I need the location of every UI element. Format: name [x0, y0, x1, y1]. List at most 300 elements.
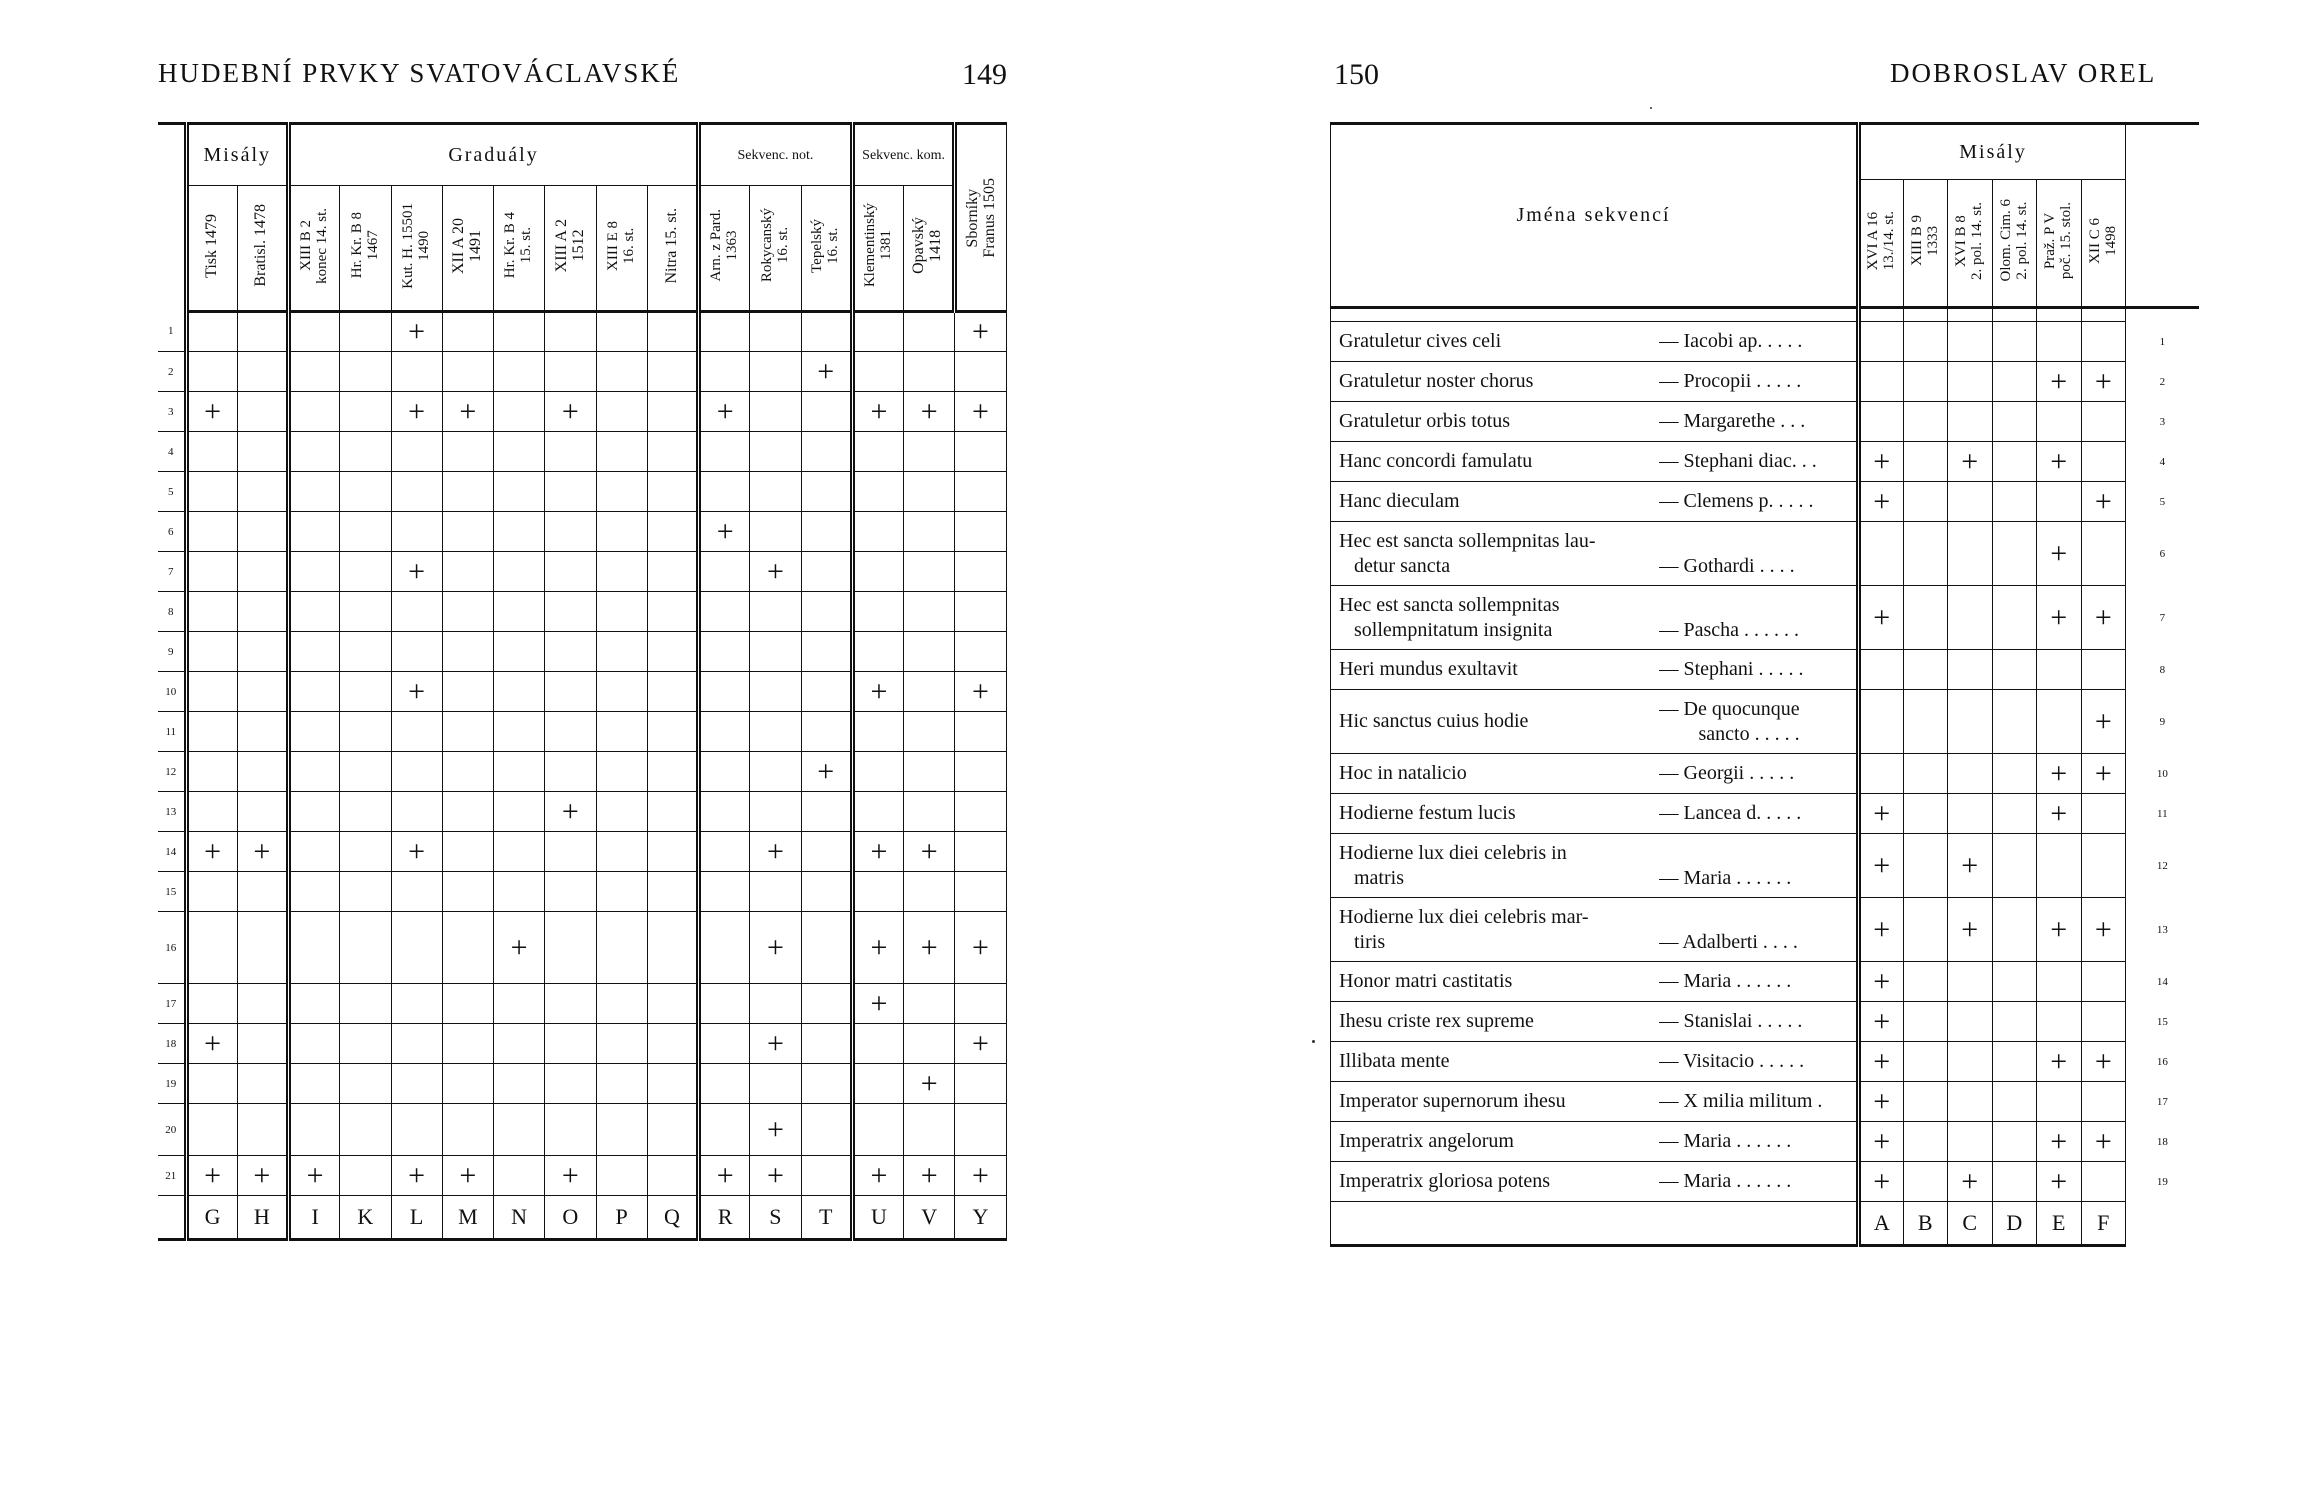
table-cell: [289, 872, 340, 912]
table-cell: [340, 472, 391, 512]
table-cell: [186, 672, 237, 712]
plus-mark: +: [716, 394, 734, 428]
table-cell: [545, 1104, 596, 1156]
column-header: Hr. Kr. B 4 15. st.: [502, 212, 535, 279]
table-cell: [442, 1156, 493, 1196]
table-cell: [289, 352, 340, 392]
table-cell: [442, 912, 493, 984]
plus-mark: +: [510, 930, 528, 964]
column-letter-label: E: [2052, 1210, 2066, 1235]
column-letter: [545, 1196, 596, 1240]
plus-mark: +: [870, 930, 888, 964]
table-cell: [289, 592, 340, 632]
column-letter-label: R: [717, 1204, 733, 1229]
table-cell: [1948, 402, 1993, 442]
row-number: 13: [158, 792, 186, 832]
row-number: 4: [158, 432, 186, 472]
table-cell: [442, 792, 493, 832]
table-cell: [1992, 794, 2037, 834]
table-cell: [186, 712, 237, 752]
table-row: [158, 1104, 1006, 1156]
table-cell: [2037, 794, 2082, 834]
table-cell: [955, 792, 1006, 832]
row-number: 9: [2159, 715, 2166, 728]
table-row: [1331, 402, 2199, 442]
table-cell: [647, 392, 698, 432]
table-cell: [1859, 1002, 1904, 1042]
table-cell: [852, 512, 903, 552]
column-letter: [2037, 1202, 2082, 1246]
table-cell: [955, 672, 1006, 712]
table-cell: [955, 712, 1006, 752]
table-cell: [750, 792, 801, 832]
table-cell: [2081, 1162, 2126, 1202]
column-letter-label: N: [511, 1204, 528, 1229]
row-number: 1: [2159, 335, 2166, 348]
table-cell: [647, 352, 698, 392]
table-cell: [647, 592, 698, 632]
group-header: [289, 124, 699, 186]
table-cell: [289, 512, 340, 552]
column-letter: [596, 1196, 647, 1240]
table-cell: [2037, 1042, 2082, 1082]
row-number: 12: [158, 752, 186, 792]
table-cell: [442, 672, 493, 712]
table-row: [158, 472, 1006, 512]
table-cell: [545, 352, 596, 392]
table-cell: [2037, 754, 2082, 794]
table-cell: [852, 832, 903, 872]
table-cell: [699, 792, 750, 832]
table-cell: [647, 832, 698, 872]
table-cell: [801, 512, 852, 552]
row-number: 10: [2156, 767, 2168, 780]
table-cell: [340, 352, 391, 392]
table-cell: [340, 432, 391, 472]
plus-mark: +: [2050, 600, 2068, 634]
column-header-cell: [596, 186, 647, 312]
table-cell: [1859, 442, 1904, 482]
column-letter: [2081, 1202, 2126, 1246]
plus-mark: +: [408, 394, 426, 428]
table-cell: [2037, 898, 2082, 962]
column-letter-label: F: [2097, 1210, 2110, 1235]
column-letter-label: B: [1917, 1210, 1933, 1235]
table-cell: [2081, 1122, 2126, 1162]
column-header-cell: [1948, 180, 1993, 308]
column-header-cell: [852, 186, 903, 312]
table-cell: [545, 872, 596, 912]
table-cell: [545, 1156, 596, 1196]
row-number: 1: [158, 312, 186, 352]
table-row: [158, 352, 1006, 392]
table-cell: [289, 432, 340, 472]
group-label: Misály: [203, 143, 272, 166]
row-number: 21: [158, 1156, 186, 1196]
table-cell: [955, 592, 1006, 632]
feast-name: — Maria . . . . . .: [1659, 962, 1859, 1002]
table-cell: [750, 1156, 801, 1196]
sequence-name: Gratuletur noster chorus: [1331, 362, 1659, 402]
plus-mark: +: [204, 394, 222, 428]
column-header-cell: [699, 186, 750, 312]
table-cell: [494, 1024, 545, 1064]
table-cell: [955, 552, 1006, 592]
table-cell: [237, 432, 288, 472]
column-header-cell: [340, 186, 391, 312]
table-cell: [852, 552, 903, 592]
table-cell: [801, 792, 852, 832]
table-cell: [750, 592, 801, 632]
column-letter: [494, 1196, 545, 1240]
table-cell: [1992, 586, 2037, 650]
table-cell: [750, 1024, 801, 1064]
table-cell: [237, 672, 288, 712]
table-cell: [2037, 586, 2082, 650]
plus-mark: +: [2050, 444, 2068, 478]
plus-mark: +: [1873, 484, 1891, 518]
table-cell: [699, 1156, 750, 1196]
table-cell: [596, 912, 647, 984]
column-header: Hr. Kr. B 8 1467: [348, 212, 381, 279]
table-cell: [1992, 898, 2037, 962]
column-header: XIII B 9 1333: [1908, 215, 1941, 266]
plus-mark: +: [1873, 1004, 1891, 1038]
table-cell: [2037, 834, 2082, 898]
table-cell: [955, 752, 1006, 792]
table-cell: [801, 632, 852, 672]
column-header-cell: [545, 186, 596, 312]
plus-mark: +: [2094, 364, 2112, 398]
column-header: Tepelský 16. st.: [808, 218, 841, 273]
table-cell: [545, 672, 596, 712]
table-cell: [340, 912, 391, 984]
row-number: 11: [2157, 807, 2168, 820]
table-cell: [1859, 522, 1904, 586]
column-letter-label: O: [562, 1204, 579, 1229]
table-cell: [852, 472, 903, 512]
table-cell: [647, 752, 698, 792]
plus-mark: +: [204, 834, 222, 868]
table-cell: [391, 1156, 442, 1196]
column-letter: [852, 1196, 903, 1240]
plus-mark: +: [716, 1158, 734, 1192]
table-cell: [186, 1156, 237, 1196]
table-cell: [1903, 522, 1948, 586]
table-cell: [801, 1156, 852, 1196]
table-row: [1331, 834, 2199, 898]
column-letter-label: A: [1873, 1210, 1890, 1235]
column-letter-label: Q: [663, 1204, 680, 1229]
plus-mark: +: [971, 674, 989, 708]
table-cell: [545, 1064, 596, 1104]
table-cell: [647, 1064, 698, 1104]
table-cell: [1859, 962, 1904, 1002]
table-cell: [750, 472, 801, 512]
sequence-name: Imperatrix angelorum: [1331, 1122, 1659, 1162]
table-cell: [340, 984, 391, 1024]
table-cell: [442, 512, 493, 552]
sequence-name: Hodierne lux diei celebris mar- tiris: [1331, 898, 1659, 962]
table-cell: [750, 1064, 801, 1104]
table-cell: [1992, 834, 2037, 898]
table-row: [158, 1024, 1006, 1064]
table-cell: [801, 392, 852, 432]
table-cell: [647, 1156, 698, 1196]
table-cell: [750, 872, 801, 912]
stray-dot-mark: [1312, 1040, 1315, 1043]
column-header-cell: [1903, 180, 1948, 308]
row-number: 6: [2159, 547, 2166, 560]
plus-mark: +: [408, 674, 426, 708]
group-header: [1859, 124, 2126, 180]
table-cell: [904, 984, 955, 1024]
table-cell: [237, 984, 288, 1024]
table-cell: [955, 512, 1006, 552]
plus-mark: +: [766, 1026, 784, 1060]
table-cell: [1903, 362, 1948, 402]
table-cell: [904, 352, 955, 392]
table-cell: [2037, 1162, 2082, 1202]
table-cell: [340, 312, 391, 352]
row-number: 18: [2156, 1135, 2168, 1148]
table-cell: [699, 712, 750, 752]
table-cell: [442, 432, 493, 472]
table-cell: [289, 712, 340, 752]
table-cell: [801, 432, 852, 472]
table-cell: [596, 752, 647, 792]
plus-mark: +: [920, 930, 938, 964]
table-cell: [237, 1024, 288, 1064]
spacer: [2081, 308, 2126, 322]
plus-mark: +: [870, 1158, 888, 1192]
feast-name: — Clemens p. . . . .: [1659, 482, 1859, 522]
table-cell: [904, 672, 955, 712]
table-cell: [237, 1104, 288, 1156]
group-label: Sekvenc. not.: [737, 148, 814, 163]
table-cell: [545, 512, 596, 552]
plus-mark: +: [870, 986, 888, 1020]
feast-name: — Lancea d. . . . .: [1659, 794, 1859, 834]
table-cell: [545, 792, 596, 832]
row-number: 7: [158, 552, 186, 592]
table-cell: [1903, 650, 1948, 690]
plus-mark: +: [408, 834, 426, 868]
table-cell: [2081, 322, 2126, 362]
table-cell: [391, 512, 442, 552]
table-cell: [442, 472, 493, 512]
table-cell: [596, 792, 647, 832]
table-cell: [494, 1156, 545, 1196]
table-cell: [186, 552, 237, 592]
plus-mark: +: [1961, 912, 1979, 946]
table-cell: [955, 872, 1006, 912]
plus-mark: +: [971, 1026, 989, 1060]
sequence-name: Imperator supernorum ihesu: [1331, 1082, 1659, 1122]
table-row: [158, 312, 1006, 352]
table-cell: [391, 472, 442, 512]
table-cell: [1948, 898, 1993, 962]
column-header-cell: [289, 186, 340, 312]
table-cell: [186, 1024, 237, 1064]
table-cell: [647, 872, 698, 912]
plus-mark: +: [971, 315, 989, 348]
plus-mark: +: [1873, 964, 1891, 998]
table-cell: [494, 1104, 545, 1156]
table-cell: [699, 672, 750, 712]
row-number: 17: [2156, 1095, 2168, 1108]
column-header-wrap: [957, 130, 1005, 305]
table-cell: [391, 352, 442, 392]
table-cell: [852, 432, 903, 472]
table-cell: [955, 832, 1006, 872]
table-cell: [545, 752, 596, 792]
header-spacer-row: [1331, 308, 2199, 322]
plus-mark: +: [2050, 1164, 2068, 1198]
table-cell: [391, 1104, 442, 1156]
plus-mark: +: [459, 1158, 477, 1192]
table-cell: [494, 312, 545, 352]
table-cell: [186, 632, 237, 672]
table-cell: [699, 752, 750, 792]
table-cell: [647, 912, 698, 984]
plus-mark: +: [766, 834, 784, 868]
table-cell: [1903, 754, 1948, 794]
table-cell: [596, 1156, 647, 1196]
left-sources-table: [158, 122, 1007, 1241]
plus-mark: +: [1873, 444, 1891, 478]
plus-mark: +: [920, 1066, 938, 1100]
column-header-cell: [2037, 180, 2082, 308]
plus-mark: +: [766, 930, 784, 964]
table-cell: [750, 432, 801, 472]
column-header-cell: [1992, 180, 2037, 308]
row-number: 16: [158, 912, 186, 984]
table-cell: [904, 312, 955, 352]
column-letter: [1992, 1202, 2037, 1246]
table-cell: [1948, 322, 1993, 362]
table-cell: [750, 512, 801, 552]
table-cell: [186, 512, 237, 552]
table-cell: [955, 432, 1006, 472]
feast-name: — Adalberti . . . .: [1659, 898, 1859, 962]
table-row: [158, 632, 1006, 672]
table-cell: [545, 432, 596, 472]
sequence-name: Hec est sancta sollempnitas sollempnitatum insignita: [1331, 586, 1659, 650]
table-cell: [2081, 1002, 2126, 1042]
table-cell: [391, 792, 442, 832]
table-cell: [647, 472, 698, 512]
row-number: 17: [158, 984, 186, 1024]
column-letter-label: U: [870, 1204, 887, 1229]
table-row: [158, 1064, 1006, 1104]
table-cell: [237, 632, 288, 672]
table-cell: [750, 984, 801, 1024]
row-number: 5: [2159, 495, 2166, 508]
feast-name: — Stephani . . . . .: [1659, 650, 1859, 690]
table-cell: [699, 632, 750, 672]
row-number: 12: [2156, 859, 2168, 872]
table-cell: [186, 912, 237, 984]
table-cell: [699, 984, 750, 1024]
table-cell: [1948, 834, 1993, 898]
table-cell: [289, 392, 340, 432]
table-cell: [699, 1024, 750, 1064]
plus-mark: +: [1873, 848, 1891, 882]
plus-mark: +: [2094, 912, 2112, 946]
table-cell: [545, 984, 596, 1024]
table-cell: [237, 832, 288, 872]
table-cell: [2037, 442, 2082, 482]
plus-mark: +: [306, 1158, 324, 1192]
column-letter-label: G: [204, 1204, 221, 1229]
group-header: [699, 124, 853, 186]
feast-name: — Stephani diac. . .: [1659, 442, 1859, 482]
row-number: 7: [2159, 611, 2166, 624]
column-header-cell: [237, 186, 288, 312]
table-cell: [442, 352, 493, 392]
table-cell: [1859, 402, 1904, 442]
column-header: Sborníky Franus 1505: [963, 177, 998, 258]
feast-name: — Procopii . . . . .: [1659, 362, 1859, 402]
left-page-number: 149: [962, 58, 1007, 91]
plus-mark: +: [561, 794, 579, 828]
table-cell: [699, 832, 750, 872]
table-cell: [647, 312, 698, 352]
plus-mark: +: [2094, 704, 2112, 738]
table-cell: [852, 984, 903, 1024]
table-row: [158, 832, 1006, 872]
table-cell: [596, 672, 647, 712]
table-cell: [647, 552, 698, 592]
table-cell: [955, 312, 1006, 352]
names-blank: [1331, 1202, 1859, 1246]
table-cell: [186, 832, 237, 872]
table-cell: [750, 832, 801, 872]
row-number: 3: [158, 392, 186, 432]
table-cell: [596, 392, 647, 432]
table-cell: [1948, 1162, 1993, 1202]
row-number: 15: [2156, 1015, 2168, 1028]
table-cell: [904, 832, 955, 872]
table-row: [158, 552, 1006, 592]
table-cell: [391, 312, 442, 352]
table-cell: [545, 632, 596, 672]
table-cell: [1948, 690, 1993, 754]
row-number: 14: [2156, 975, 2168, 988]
table-cell: [186, 592, 237, 632]
table-cell: [955, 352, 1006, 392]
row-number: 3: [2159, 415, 2166, 428]
table-cell: [340, 672, 391, 712]
table-cell: [442, 392, 493, 432]
column-letter-label: D: [2006, 1210, 2023, 1235]
row-number: 14: [158, 832, 186, 872]
table-row: [1331, 482, 2199, 522]
table-cell: [647, 512, 698, 552]
plus-mark: +: [817, 354, 835, 388]
table-cell: [289, 984, 340, 1024]
table-cell: [2081, 962, 2126, 1002]
table-cell: [442, 712, 493, 752]
table-cell: [289, 672, 340, 712]
table-cell: [391, 672, 442, 712]
table-cell: [801, 552, 852, 592]
group-header-row: [1331, 124, 2199, 180]
table-cell: [2081, 442, 2126, 482]
table-cell: [237, 392, 288, 432]
table-cell: [494, 872, 545, 912]
